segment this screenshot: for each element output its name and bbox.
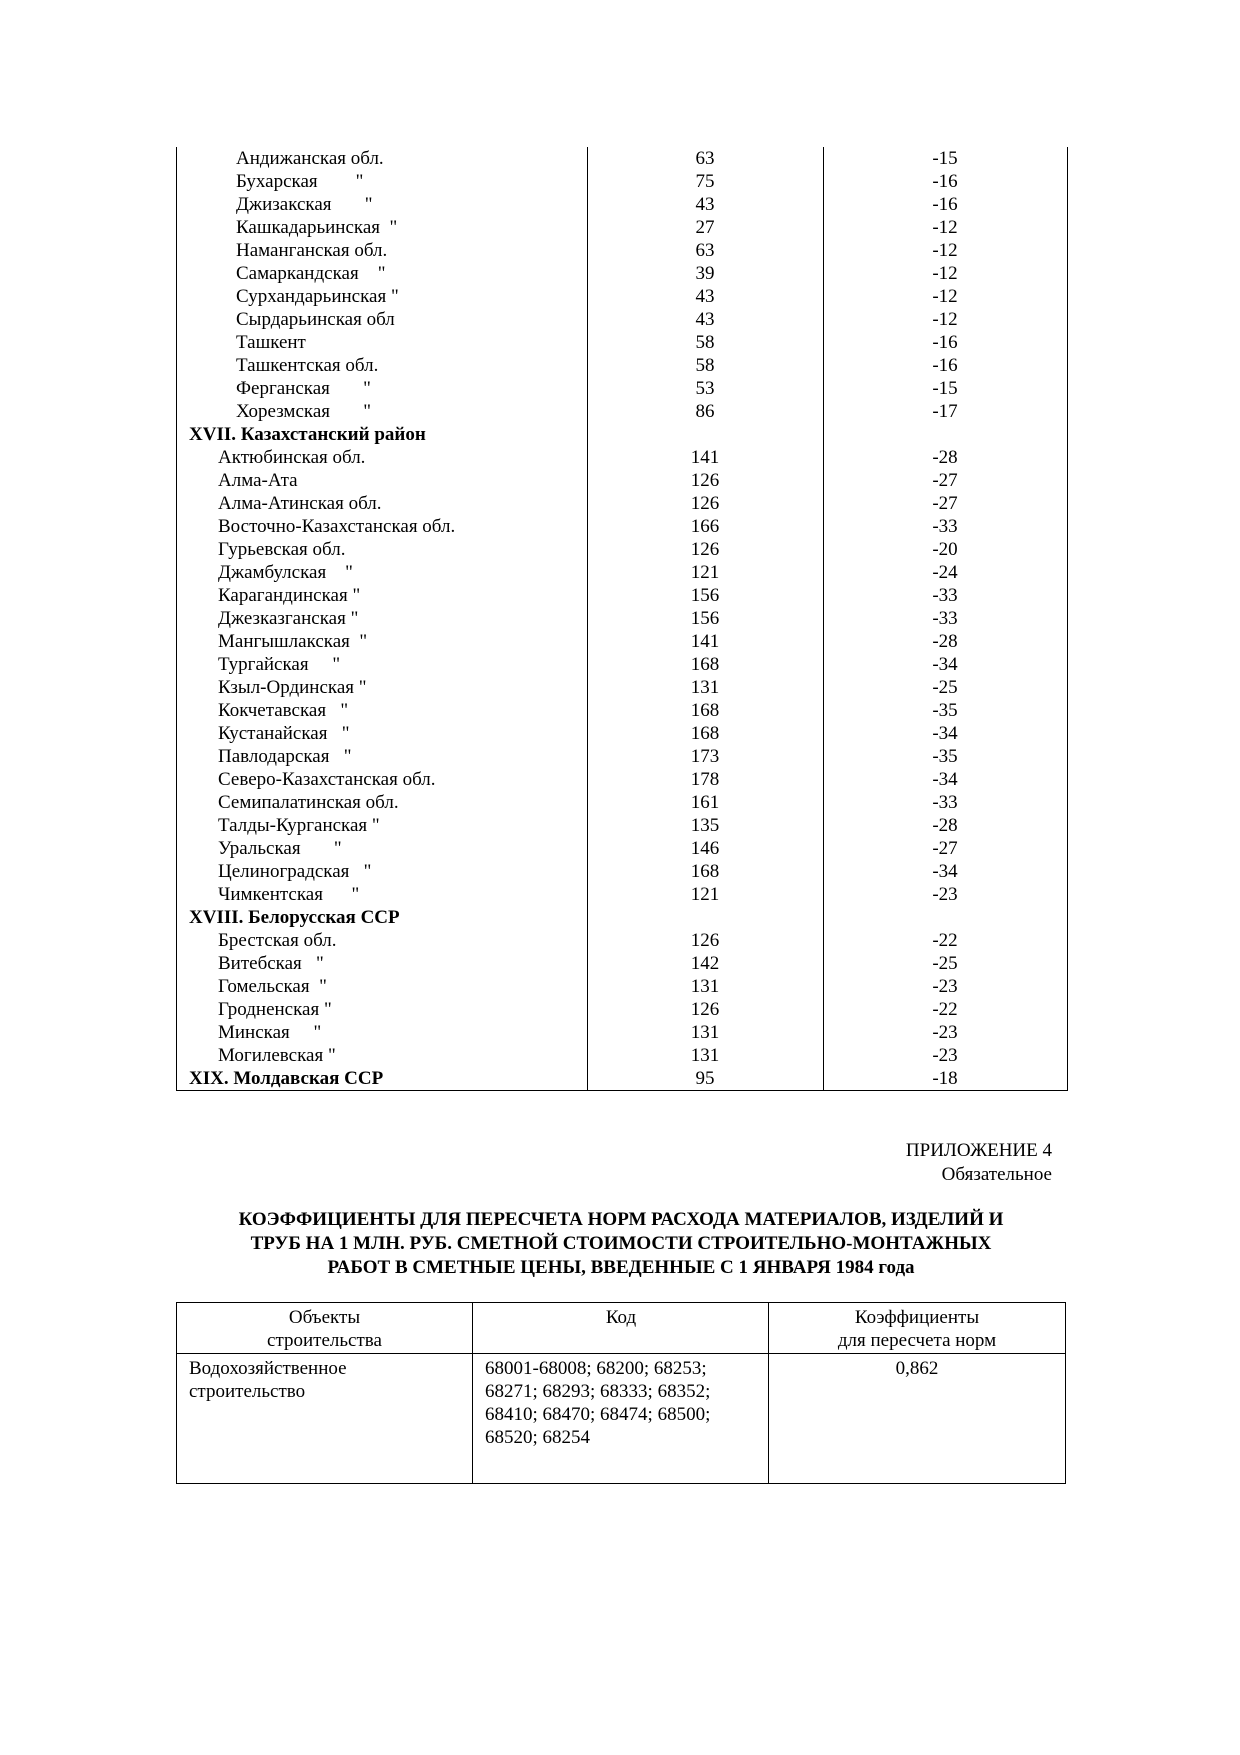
region-name: Восточно-Казахстанская обл. xyxy=(218,516,456,537)
table-row xyxy=(177,469,1067,492)
value-cell: 43 xyxy=(695,309,715,330)
cell-text: 68001-68008; 68200; 68253; xyxy=(485,1358,707,1379)
value-cell: 58 xyxy=(695,355,715,376)
value-cell: -23 xyxy=(932,976,958,997)
region-name: XVII. Казахстанский район xyxy=(189,424,426,445)
coefficient-cell xyxy=(769,1354,1065,1380)
value-cell: -15 xyxy=(932,378,958,399)
value-cell: 43 xyxy=(695,286,715,307)
region-name: Семипалатинская обл. xyxy=(218,792,399,813)
value-cell: -35 xyxy=(932,700,958,721)
region-name: Кустанайская " xyxy=(218,723,350,744)
table-row xyxy=(177,1044,1067,1067)
region-name: XIX. Молдавская ССР xyxy=(189,1068,384,1089)
value-cell: 141 xyxy=(690,631,720,652)
section-header-row xyxy=(177,906,1067,929)
value-cell: -23 xyxy=(932,1022,958,1043)
value-cell: -22 xyxy=(932,999,958,1020)
section-header-row xyxy=(177,423,1067,446)
value-cell: 126 xyxy=(690,539,720,560)
value-cell: 178 xyxy=(690,769,720,790)
value-cell: -34 xyxy=(932,723,958,744)
value-cell: -28 xyxy=(932,631,958,652)
value-cell: -20 xyxy=(932,539,958,560)
region-name: Тургайская " xyxy=(218,654,341,675)
header-text: Объекты xyxy=(288,1307,361,1328)
cell-text: строительство xyxy=(189,1381,306,1402)
value-cell: 27 xyxy=(695,217,715,238)
table-row xyxy=(177,538,1067,561)
value-cell: -25 xyxy=(932,677,958,698)
value-cell: 63 xyxy=(695,240,715,261)
appendix-label: ПРИЛОЖЕНИЕ 4 xyxy=(905,1140,1052,1161)
value-cell: -27 xyxy=(932,838,958,859)
value-cell: -16 xyxy=(932,332,958,353)
table-row xyxy=(177,262,1067,285)
table-row xyxy=(177,883,1067,906)
table-row xyxy=(177,676,1067,699)
value-cell: 168 xyxy=(690,700,720,721)
table-row xyxy=(177,952,1067,975)
value-cell: -33 xyxy=(932,608,958,629)
region-name: Чимкентская " xyxy=(218,884,360,905)
value-cell: 95 xyxy=(695,1068,715,1089)
region-name: Хорезмская " xyxy=(236,401,372,422)
cell-text: 68410; 68470; 68474; 68500; xyxy=(485,1404,711,1425)
appendix-title-line: ТРУБ НА 1 МЛН. РУБ. СМЕТНОЙ СТОИМОСТИ СТРОИТЕЛЬНО-МОНТАЖНЫХ xyxy=(250,1233,992,1254)
table-row xyxy=(177,308,1067,331)
table-row xyxy=(177,561,1067,584)
table-row xyxy=(177,216,1067,239)
table-row xyxy=(177,630,1067,653)
table-row xyxy=(177,791,1067,814)
value-cell: 131 xyxy=(690,1045,720,1066)
table-row xyxy=(177,147,1067,170)
region-name: Кашкадарьинская " xyxy=(236,217,398,238)
table-row xyxy=(177,814,1067,837)
coefficient-column xyxy=(768,1303,1065,1483)
region-name: Минская " xyxy=(218,1022,322,1043)
code-column xyxy=(472,1303,769,1483)
region-name: Могилевская " xyxy=(218,1045,336,1066)
value-cell: 161 xyxy=(690,792,720,813)
region-name: Карагандинская " xyxy=(218,585,361,606)
value-cell: -12 xyxy=(932,263,958,284)
regional-values-table xyxy=(176,147,1068,1091)
value-cell: 168 xyxy=(690,723,720,744)
value-cell: 168 xyxy=(690,861,720,882)
region-name: Сырдарьинская обл xyxy=(236,309,395,330)
table-row xyxy=(177,239,1067,262)
table-row xyxy=(177,354,1067,377)
value-cell: -35 xyxy=(932,746,958,767)
region-name: Наманганская обл. xyxy=(236,240,388,261)
value-cell: -27 xyxy=(932,493,958,514)
region-name: Ташкентская обл. xyxy=(236,355,379,376)
table-row xyxy=(177,975,1067,998)
value-cell: 63 xyxy=(695,148,715,169)
value-cell: -12 xyxy=(932,217,958,238)
region-name: Ташкент xyxy=(236,332,306,353)
value-cell: 156 xyxy=(690,608,720,629)
value-cell: -28 xyxy=(932,447,958,468)
table-row xyxy=(177,1021,1067,1044)
cell-text: 68520; 68254 xyxy=(485,1427,591,1448)
table-row xyxy=(177,768,1067,791)
table-row xyxy=(177,653,1067,676)
value-cell: -12 xyxy=(932,286,958,307)
appendix-status: Обязательное xyxy=(941,1164,1052,1185)
header-text: для пересчета норм xyxy=(837,1330,997,1351)
appendix-title xyxy=(176,1208,1066,1280)
value-cell: -16 xyxy=(932,355,958,376)
table-row xyxy=(177,377,1067,400)
value-cell: -18 xyxy=(932,1068,958,1089)
value-cell: 146 xyxy=(690,838,720,859)
table-row xyxy=(177,998,1067,1021)
table-row xyxy=(177,400,1067,423)
header-text: Коэффициенты xyxy=(854,1307,980,1328)
region-name: Гурьевская обл. xyxy=(218,539,346,560)
value-cell: -34 xyxy=(932,654,958,675)
value-cell: -28 xyxy=(932,815,958,836)
value-cell: 75 xyxy=(695,171,715,192)
table-row xyxy=(177,745,1067,768)
value-cell: 142 xyxy=(690,953,720,974)
cell-text: Водохозяйственное xyxy=(189,1358,347,1379)
region-name: Джизакская " xyxy=(236,194,373,215)
region-name: Сурхандарьинская " xyxy=(236,286,399,307)
region-name: Гродненская " xyxy=(218,999,332,1020)
region-name: Джезказганская " xyxy=(218,608,359,629)
value-cell: -15 xyxy=(932,148,958,169)
region-name: Самаркандская " xyxy=(236,263,386,284)
coefficient-header xyxy=(769,1303,1065,1354)
region-name: Гомельская " xyxy=(218,976,327,997)
appendix-title-line: РАБОТ В СМЕТНЫЕ ЦЕНЫ, ВВЕДЕННЫЕ С 1 ЯНВАРЯ 1984 года xyxy=(327,1257,915,1278)
code-cell xyxy=(473,1354,769,1449)
table-row xyxy=(177,607,1067,630)
object-cell xyxy=(177,1354,472,1403)
region-name: Кзыл-Ординская " xyxy=(218,677,367,698)
value-cell: 131 xyxy=(690,677,720,698)
region-name: Мангышлакская " xyxy=(218,631,368,652)
value-cell: 58 xyxy=(695,332,715,353)
region-name: Павлодарская " xyxy=(218,746,352,767)
objects-header xyxy=(177,1303,472,1354)
coefficients-table xyxy=(176,1302,1066,1484)
region-name: Бухарская " xyxy=(236,171,364,192)
value-cell: 39 xyxy=(695,263,715,284)
value-cell: 126 xyxy=(690,493,720,514)
value-cell: -17 xyxy=(932,401,958,422)
region-name: Ферганская " xyxy=(236,378,371,399)
value-cell: -25 xyxy=(932,953,958,974)
value-cell: -16 xyxy=(932,171,958,192)
cell-text: 68271; 68293; 68333; 68352; xyxy=(485,1381,711,1402)
table-row xyxy=(177,699,1067,722)
table-row xyxy=(177,860,1067,883)
value-cell: -22 xyxy=(932,930,958,951)
value-cell: -27 xyxy=(932,470,958,491)
region-name: XVIII. Белорусская ССР xyxy=(189,907,400,928)
table-row xyxy=(177,929,1067,952)
table-row xyxy=(177,285,1067,308)
value-cell: 173 xyxy=(690,746,720,767)
value-cell: -23 xyxy=(932,884,958,905)
value-cell: -33 xyxy=(932,585,958,606)
region-name: Талды-Курганская " xyxy=(218,815,380,836)
value-cell: 121 xyxy=(690,562,720,583)
region-name: Уральская " xyxy=(218,838,342,859)
value-cell: -24 xyxy=(932,562,958,583)
region-name: Алма-Ата xyxy=(218,470,298,491)
value-cell: 126 xyxy=(690,470,720,491)
value-cell: 166 xyxy=(690,516,720,537)
value-cell: -33 xyxy=(932,792,958,813)
value-cell: 135 xyxy=(690,815,720,836)
region-name: Алма-Атинская обл. xyxy=(218,493,382,514)
region-name: Витебская " xyxy=(218,953,324,974)
table-row xyxy=(177,837,1067,860)
header-text: строительства xyxy=(267,1330,382,1351)
value-cell: 131 xyxy=(690,1022,720,1043)
table-row xyxy=(177,170,1067,193)
region-name: Джамбулская " xyxy=(218,562,353,583)
table-row xyxy=(177,584,1067,607)
table-row xyxy=(177,515,1067,538)
cell-text: 0,862 xyxy=(895,1358,939,1379)
value-cell: 126 xyxy=(690,930,720,951)
region-name: Брестская обл. xyxy=(218,930,337,951)
value-cell: -12 xyxy=(932,309,958,330)
value-cell: 131 xyxy=(690,976,720,997)
table-row xyxy=(177,446,1067,469)
table-row xyxy=(177,193,1067,216)
objects-column xyxy=(177,1303,472,1483)
table-row xyxy=(177,722,1067,745)
value-cell: -16 xyxy=(932,194,958,215)
section-header-row xyxy=(177,1067,1067,1090)
value-cell: 86 xyxy=(695,401,715,422)
value-cell: -34 xyxy=(932,861,958,882)
header-text: Код xyxy=(605,1307,637,1328)
region-name: Актюбинская обл. xyxy=(218,447,366,468)
value-cell: -23 xyxy=(932,1045,958,1066)
code-header xyxy=(473,1303,769,1354)
value-cell: 141 xyxy=(690,447,720,468)
region-name: Северо-Казахстанская обл. xyxy=(218,769,436,790)
value-cell: -34 xyxy=(932,769,958,790)
value-cell: 43 xyxy=(695,194,715,215)
value-cell: 53 xyxy=(695,378,715,399)
region-name: Андижанская обл. xyxy=(236,148,384,169)
table-row xyxy=(177,331,1067,354)
appendix-title-line: КОЭФФИЦИЕНТЫ ДЛЯ ПЕРЕСЧЕТА НОРМ РАСХОДА МАТЕРИАЛОВ, ИЗДЕЛИЙ И xyxy=(238,1209,1004,1230)
table-row xyxy=(177,492,1067,515)
value-cell: 126 xyxy=(690,999,720,1020)
value-cell: -33 xyxy=(932,516,958,537)
value-cell: 156 xyxy=(690,585,720,606)
region-name: Кокчетавская " xyxy=(218,700,349,721)
value-cell: 168 xyxy=(690,654,720,675)
region-name: Целиноградская " xyxy=(218,861,372,882)
value-cell: -12 xyxy=(932,240,958,261)
value-cell: 121 xyxy=(690,884,720,905)
